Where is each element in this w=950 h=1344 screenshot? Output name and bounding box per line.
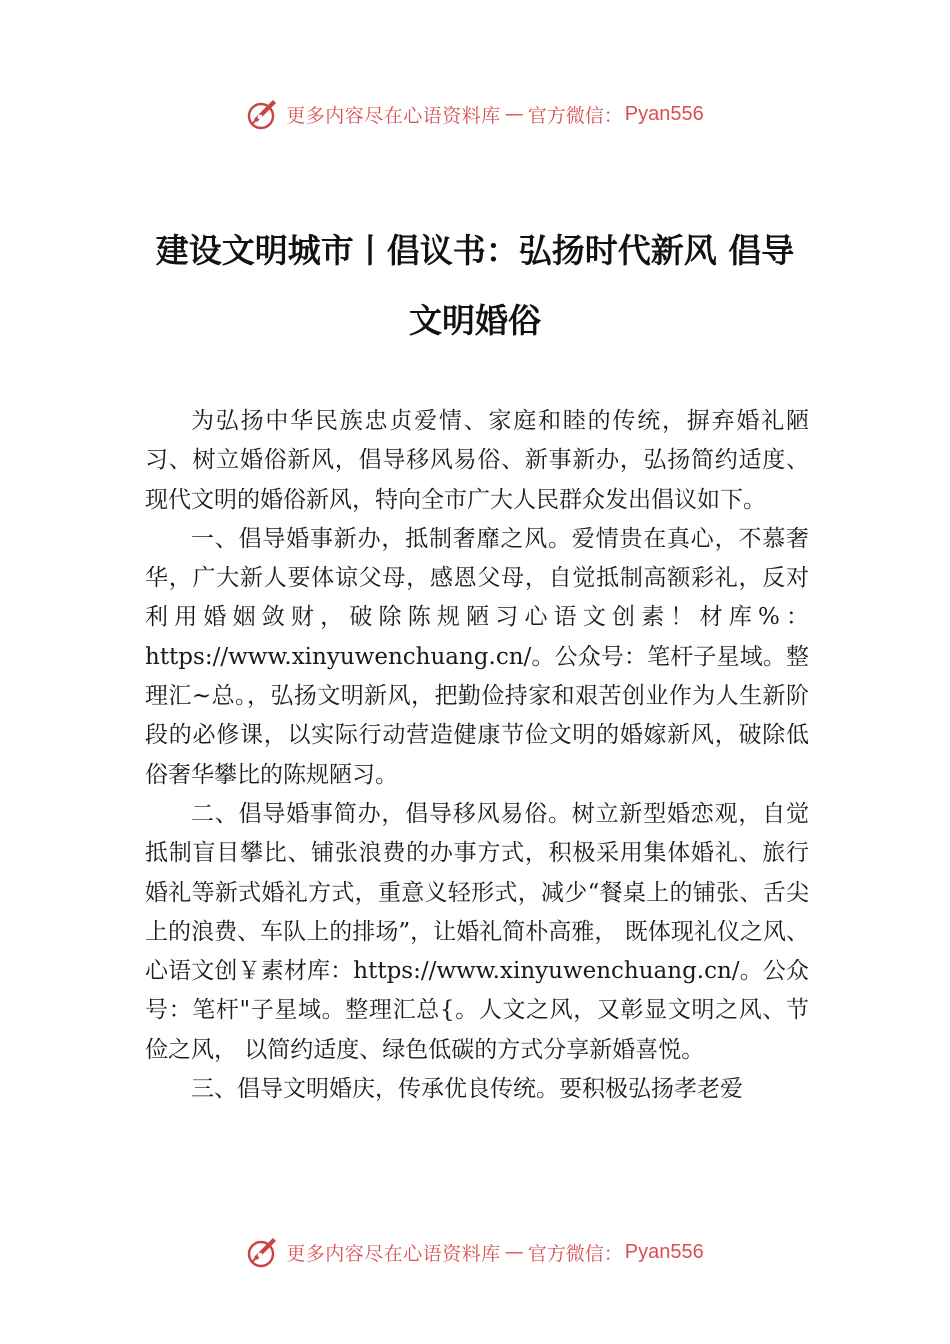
banner-dash: — xyxy=(504,1241,524,1263)
document-title: 建设文明城市丨倡议书：弘扬时代新风 倡导文明婚俗 xyxy=(155,231,795,340)
footer-watermark-banner xyxy=(0,1232,950,1272)
paragraph-item-3: 三、倡导文明婚庆，传承优良传统。要积极弘扬孝老爱 xyxy=(191,1076,743,1103)
paragraph-item-1: 一、倡导婚事新办，抵制奢靡之风。爱情贵在真心，不慕奢华，广大新人要体谅父母，感恩父母，自觉抵制高额彩礼，反对利用婚姻敛财，破除陈规陋习心语文创素！材库%：https://www.xinyuwenchuang.cn/。公众号：笔杆子星域。整理汇~总。，弘扬文明新风，把勤俭持家和艰苦创业作为人生新阶段的必修课，以实际行动营造健康节俭文明的婚嫁新风，破除低俗奢华攀比的陈规陋习。 xyxy=(145,525,809,788)
paragraph-intro: 为弘扬中华民族忠贞爱情、家庭和睦的传统，摒弃婚礼陋习、树立婚俗新风，倡导移风易俗、新事新办，弘扬简约适度、现代文明的婚俗新风，特向全市广大人民群众发出倡议如下。 xyxy=(145,408,809,513)
banner-wechat-id: Pyan556 xyxy=(624,102,704,125)
header-watermark-banner xyxy=(0,94,950,134)
banner-dash: — xyxy=(504,103,524,125)
banner-text: 更多内容尽在心语资料库 xyxy=(286,1242,501,1265)
paragraph-item-2: 二、倡导婚事简办，倡导移风易俗。树立新型婚恋观，自觉抵制盲目攀比、铺张浪费的办事方式，积极采用集体婚礼、旅行婚礼等新式婚礼方式，重意义轻形式，减少“餐桌上的铺张、舌尖上的浪费、车队上的排场”，让婚礼简朴高雅， 既体现礼仪之风、心语文创￥素材库：https://www.xinyuwenchuang.cn/。公众号：笔杆"子星域。整理汇总{。人文之风，又彰显文明之风、节俭之风， 以简约适度、绿色低碳的方式分享新婚喜悦。 xyxy=(145,800,809,1063)
banner-text: 更多内容尽在心语资料库 xyxy=(286,104,501,127)
banner-wechat-label: 官方微信： xyxy=(527,1242,623,1265)
banner-wechat-label: 官方微信： xyxy=(527,104,623,127)
banner-wechat-id: Pyan556 xyxy=(624,1240,704,1263)
document-body xyxy=(145,402,809,1109)
pen-nib-logo-icon xyxy=(246,97,280,131)
pen-nib-logo-icon xyxy=(246,1235,280,1269)
